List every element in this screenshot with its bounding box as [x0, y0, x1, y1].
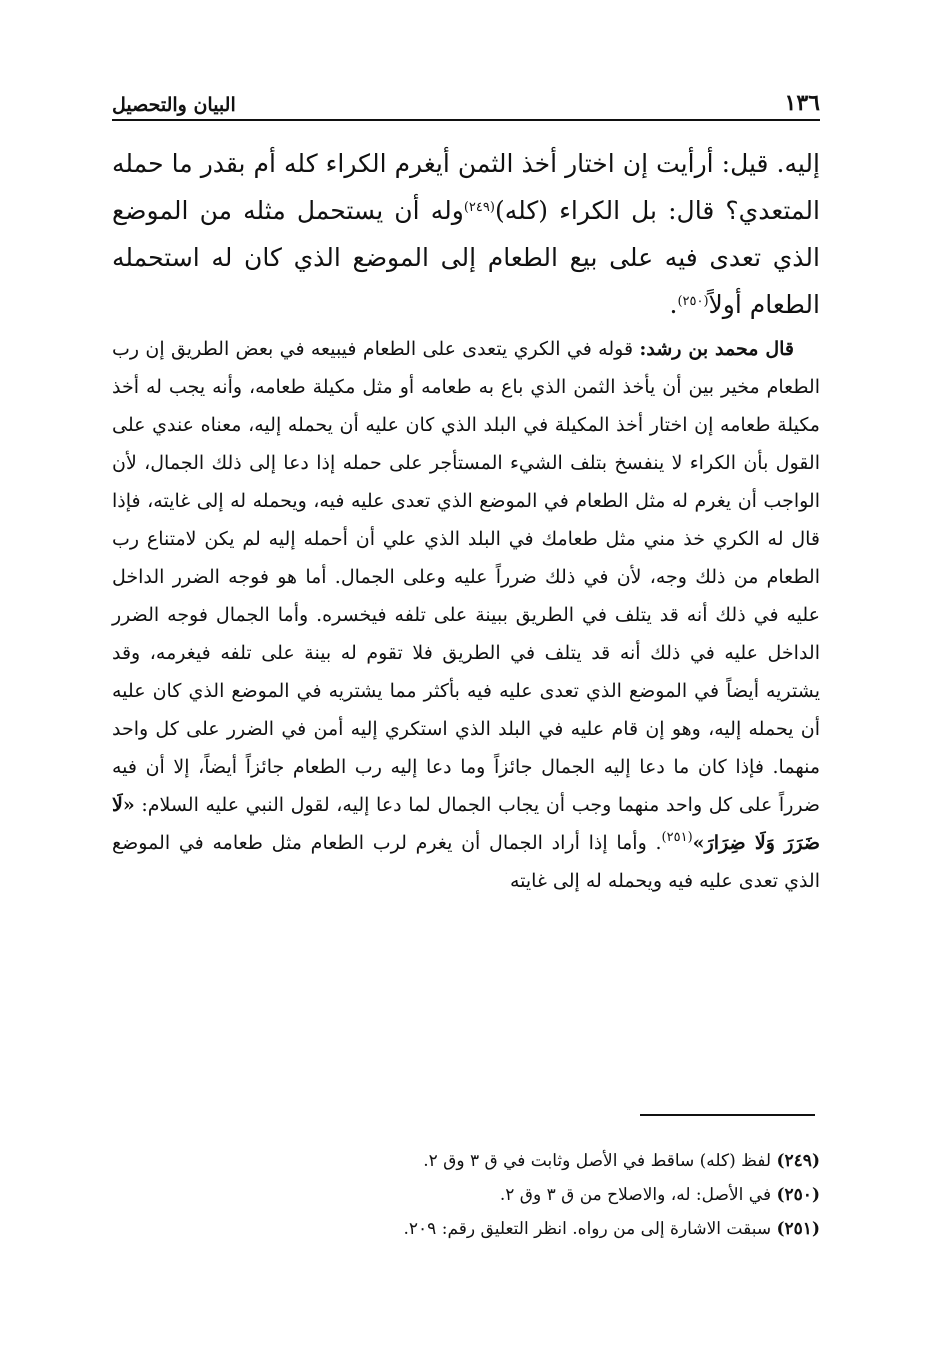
question-text-2: وله أن يستحمل مثله من الموضع الذي تعدى فيه على بيع الطعام إلى الموضع الذي كان له استحمله الطعام أولاً — [112, 196, 820, 319]
header-rule — [112, 119, 820, 121]
question-paragraph — [112, 140, 820, 328]
footnote-250 — [112, 1178, 820, 1212]
footnote-separator — [640, 1114, 815, 1116]
footnote-text: في الأصل: له، والاصلاح من ق ٣ وق ٢. — [499, 1185, 777, 1205]
commentary-text-1: قوله في الكري يتعدى على الطعام فيبيعه في بعض الطريق إن رب الطعام مخير بين أن يأخذ الثمن الذي باع به طعامه أو مثل مكيلة طعامه، وأنه يجب له أخذ مكيلة طعامه إن اختار أخذ المكيلة في البلد الذي كان عليه أن يحمله إليه، معناه عندي على القول بأن الكراء لا ينفسخ بتلف الشيء المستأجر على حمله إذا دعا إلى ذلك الجمال، لأن الواجب أن يغرم له مثل الطعام في الموضع الذي تعدى عليه فيه، ويحمله له إلى غايته، فإذا قال له الكري خذ مني مثل طعامك في البلد الذي علي أن أحمله إليه لم يكن لامتناع رب الطعام من ذلك وجه، لأن في ذلك ضرراً عليه وعلى الجمال. أما هو فوجه الضرر الداخل عليه في ذلك أنه قد يتلف في الطريق ببينة على تلفه فيخسره. وأما الجمال فوجه الضرر الداخل عليه في ذلك أنه قد يتلف في الطريق فلا تقوم له بينة على تلفه فيغرمه، وقد يشتريه أيضاً في الموضع الذي تعدى عليه فيه بأكثر مما يشتريه في الموضع الذي كان عليه أن يحمله إليه، وهو إن قام عليه في البلد الذي استكري إليه أمن في الضرر على كل واحد منهما. فإذا كان ما دعا إليه الجمال جائزاً وما دعا إليه رب الطعام جائزاً أيضاً، إلا أن فيه ضرراً على كل واحد منهما وجب أن يجاب الجمال لما دعا إليه، لقول النبي عليه السلام: — [112, 338, 820, 816]
footnote-ref-251[interactable]: (٢٥١) — [661, 830, 693, 845]
question-text-1: إليه. قيل: أرأيت إن اختار أخذ الثمن أيغرم الكراء كله أم بقدر ما حمله المتعدي؟ قال: بل الكراء (كله) — [112, 149, 820, 225]
hadith-quote: «لَا ضَرَرَ وَلَا ضِرَارَ» — [112, 794, 821, 854]
footnote-text: سبقت الاشارة إلى من رواه. انظر التعليق رقم: ٢٠٩. — [403, 1219, 777, 1239]
question-text-3: . — [669, 290, 678, 319]
page-number: ١٣٦ — [784, 90, 820, 116]
commentary-text-2: . وأما إذا أراد الجمال أن يغرم لرب الطعام مثل طعامه في الموضع الذي تعدى عليه فيه ويحمله له إلى غايته — [112, 832, 820, 892]
footnote-number: (٢٥٠) — [776, 1185, 820, 1205]
book-title: البيان والتحصيل — [112, 94, 236, 116]
footnote-text: لفظ (كله) ساقط في الأصل وثابت في ق ٣ وق ٢. — [423, 1151, 777, 1171]
footnote-249 — [112, 1144, 820, 1178]
footnotes — [112, 1144, 820, 1246]
footnote-number: (٢٥١) — [776, 1219, 820, 1239]
commentary-speaker: قال محمد بن رشد: — [639, 338, 794, 360]
footnote-ref-249[interactable]: (٢٤٩) — [463, 200, 495, 215]
footnote-251 — [112, 1212, 820, 1246]
footnote-ref-250[interactable]: (٢٥٠) — [677, 294, 709, 309]
commentary-paragraph — [112, 330, 820, 900]
running-header — [112, 86, 820, 116]
footnote-number: (٢٤٩) — [776, 1151, 820, 1171]
